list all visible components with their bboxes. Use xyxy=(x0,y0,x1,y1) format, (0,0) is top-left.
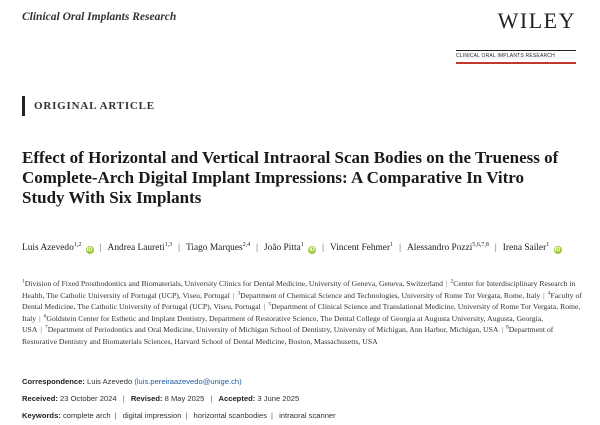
divider: | xyxy=(122,394,125,403)
affiliation-number: 4 xyxy=(547,289,551,296)
author-separator: | xyxy=(256,243,259,253)
affiliation-text: Department of Clinical Science and Translational Medicine, University of Rome Tor Vergata, Rome, Italy xyxy=(22,302,581,323)
affiliation-number: 3 xyxy=(237,289,241,296)
keyword[interactable]: complete arch xyxy=(62,411,111,420)
author-name[interactable]: Alessandro Pozzi xyxy=(406,243,473,253)
correspondence-label: Correspondence: xyxy=(22,377,85,386)
author-affiliation-ref[interactable]: 1,3 xyxy=(164,241,173,248)
affiliations xyxy=(22,278,587,347)
journal-name: Clinical Oral Implants Research xyxy=(22,11,177,23)
article-title: Effect of Horizontal and Vertical Intraoral Scan Bodies on the Trueness of Complete-Arch Digital Implant Impressions: A Comparative In Vitro Study With Six Implants xyxy=(22,148,559,207)
accepted-label: Accepted: xyxy=(218,394,256,403)
affiliation-separator: | xyxy=(446,279,448,288)
publisher-logo-block xyxy=(456,8,576,64)
author[interactable] xyxy=(330,243,393,253)
author[interactable] xyxy=(407,243,489,253)
author-affiliation-ref[interactable]: 5,6,7,8 xyxy=(472,241,489,248)
keywords-label: Keywords: xyxy=(22,411,61,420)
article-dates xyxy=(22,393,582,404)
publisher-logo[interactable]: WILEY xyxy=(497,8,576,33)
author-affiliation-ref[interactable]: 1,2 xyxy=(73,241,82,248)
author-name[interactable]: Andrea Laureti xyxy=(107,243,165,253)
affiliation-number: 8 xyxy=(505,324,509,331)
affiliation-separator: | xyxy=(40,325,42,334)
affiliation-number: 5 xyxy=(268,301,272,308)
affiliation-number: 2 xyxy=(450,278,454,285)
affiliation-separator: | xyxy=(232,290,235,300)
author[interactable] xyxy=(108,243,173,253)
affiliation-number: 6 xyxy=(43,312,47,319)
correspondence-email-link[interactable]: (luis.pereiraazevedo@unige.ch) xyxy=(134,377,242,386)
publisher-tagline: CLINICAL ORAL IMPLANTS RESEARCH xyxy=(456,53,555,59)
affiliation-text: Department of Restorative Dentistry and Biomaterials Sciences, Harvard School of Dental Medicine, Boston, Massachusetts, USA xyxy=(22,325,554,346)
divider: | xyxy=(210,394,213,403)
author-affiliation-ref[interactable]: 1 xyxy=(300,241,304,248)
author-affiliation-ref[interactable]: 1 xyxy=(546,241,550,248)
affiliation-text: Department of Periodontics and Oral Medicine, University of Michigan School of Dentistry, University of Michigan, Ann Harbor, Michigan, USA xyxy=(47,325,499,334)
keyword[interactable]: horizontal scanbodies xyxy=(193,411,268,420)
correspondence-name: Luis Azevedo xyxy=(87,377,133,386)
keywords xyxy=(22,410,582,421)
affiliation-number: 7 xyxy=(44,324,48,331)
author-name[interactable]: Vincent Fehmer xyxy=(329,243,391,253)
affiliation-separator: | xyxy=(263,302,266,311)
author-name[interactable]: Tiago Marques xyxy=(185,243,243,253)
keyword[interactable]: intraoral scanner xyxy=(279,411,336,420)
keyword-separator: | xyxy=(114,411,117,420)
correspondence xyxy=(22,376,582,387)
affiliation-text: Faculty of Dental Medicine, The Catholic University of Portugal (UCP), Viseu, Portugal xyxy=(22,290,582,311)
author[interactable] xyxy=(264,243,316,253)
revised-date: 8 May 2025 xyxy=(164,394,205,403)
revised-label: Revised: xyxy=(130,394,163,403)
affiliation-text: Center for Interdisciplinary Research in Health, The Catholic University of Portugal (UCP), Viseu, Portugal xyxy=(22,279,576,300)
keyword-separator: | xyxy=(271,411,273,420)
author[interactable] xyxy=(503,243,562,253)
author-name[interactable]: Irena Sailer xyxy=(502,243,547,253)
author-affiliation-ref[interactable]: 2,4 xyxy=(242,241,251,248)
author-separator: | xyxy=(494,243,497,253)
orcid-icon[interactable]: iD xyxy=(86,247,93,253)
article-type-label: ORIGINAL ARTICLE xyxy=(22,96,155,116)
affiliation-separator: | xyxy=(39,313,41,323)
author-separator: | xyxy=(399,243,401,253)
orcid-icon[interactable]: iD xyxy=(309,247,315,253)
received-label: Received: xyxy=(22,394,58,403)
author[interactable] xyxy=(22,243,94,253)
keyword[interactable]: digital impression xyxy=(122,411,182,420)
author[interactable] xyxy=(186,243,250,253)
author-list xyxy=(22,242,582,255)
received-date: 23 October 2024 xyxy=(60,394,117,403)
header-rule xyxy=(456,50,576,51)
affiliation-number: 1 xyxy=(22,278,25,285)
author-name[interactable]: Luis Azevedo xyxy=(22,243,74,253)
affiliation-separator: | xyxy=(501,325,503,334)
accepted-date: 3 June 2025 xyxy=(257,394,300,403)
author-separator: | xyxy=(322,243,324,253)
affiliation-text: Department of Chemical Science and Technologies, University of Rome Tor Vergata, Rome, Italy xyxy=(240,290,541,300)
author-separator: | xyxy=(178,243,180,253)
author-name[interactable]: João Pitta xyxy=(264,243,301,253)
affiliation-text: Goldstein Center for Esthetic and Implant Dentistry, Department of Restorative Science, The Dental College of Georgia at Augusta University, Augusta, Georgia, USA xyxy=(22,313,544,334)
affiliation-separator: | xyxy=(543,290,545,300)
affiliation-text: Division of Fixed Prosthodontics and Biomaterials, University Clinics for Dental Medicine, University of Geneva, Geneva, Switzerland xyxy=(24,279,443,288)
orcid-icon[interactable]: iD xyxy=(554,247,561,253)
author-affiliation-ref[interactable]: 1 xyxy=(390,241,394,248)
header-accent-rule xyxy=(456,62,576,64)
keyword-separator: | xyxy=(185,411,188,420)
author-separator: | xyxy=(99,243,102,253)
